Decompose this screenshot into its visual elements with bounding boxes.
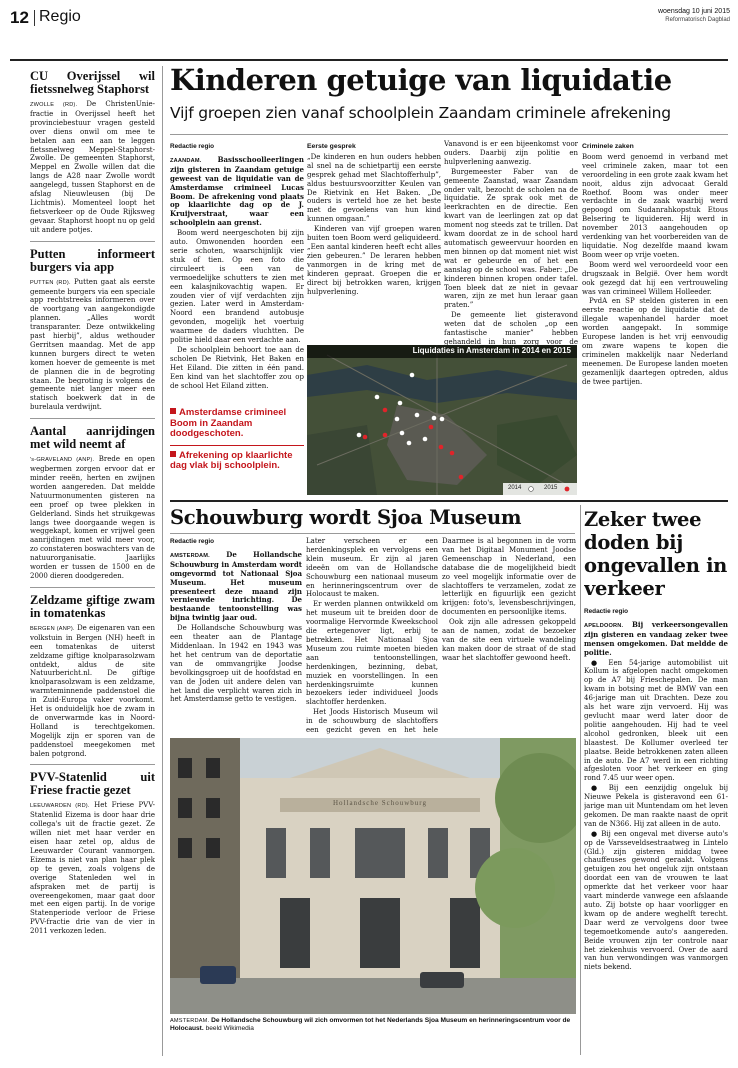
- map-dot-2015: [459, 475, 464, 480]
- brief-cu: [30, 70, 155, 235]
- lead-para: „De kinderen en hun ouders hebben al snel na de schietpartij een eerste gesprek gehad met Slachtofferhulp”, aldus bestuursvoorzitter Keulen van De Rietvink en Het Baken. „De ouders is verteld hoe ze het beste met de gevoelens van hun kind kunnen omgaan.”: [307, 152, 441, 224]
- museum-para: De Hollandsche Schouwburg was een theater aan de Plantage Middenlaan. In 1942 en 1943 was het het centrum van de deportatie van de ommvangrijke Joodse bevolkingsgroep uit de hoofdstad en van de Joden uit andere delen van het land die verplicht waren zich in het Amsterdamse getto te vestigen.: [170, 624, 302, 704]
- map-dot-2015: [383, 433, 388, 438]
- lead-para: Burgemeester Faber van de gemeente Zaanstad, waar Zaandam onder valt, bezocht de scholen na de liquidatie. Ze sprak ook met de leerkrachten en de directie. Een kwart van de leerlingen zat op dat moment nog steeds zat te trillen. Dat kwam doordat ze in de school hard automatisch geweervuur hoorden en men binnen op dat moment niet wist wat er gebeurde en of het een aanslag op de school was. Faber: „De kinderen binnen kropen onder tafel. Toen bleek dat ze niet in gevaar waren, zijn ze met hun leraar gaan praten.”: [444, 167, 578, 310]
- lead-para: Boom werd wel veroordeeld voor een drugszaak in België. Over hem wordt ook gezegd dat hij een vertrouweling was van crimineel Willem Holleeder.: [582, 260, 728, 296]
- caption-dateline: AMSTERDAM.: [170, 1018, 210, 1024]
- museum-rule: [170, 533, 575, 534]
- dateline: APELDOORN.: [584, 622, 624, 629]
- map-legend-2015: 2015: [544, 485, 558, 491]
- brief-divider: [30, 587, 155, 588]
- map-dot-2014: [407, 441, 412, 446]
- museum-para: Later verscheen er een herdenkingsplek en vervolgens een klein museum. Er zijn al jaren ideeën om van de Hollandsche Schouwburg een nationaal museum en herinneringscentrum over de Holocaust te maken.: [306, 537, 438, 599]
- pull-quote-1: Amsterdamse crimineel Boom in Zaandam doodgeschoten.: [170, 408, 287, 439]
- map-dot-2014: [357, 433, 362, 438]
- square-bullet-icon: [170, 451, 176, 457]
- museum-para: Daarmee is al begonnen in de vorm van het Digitaal Monument Joodse Gemeenschap in Nederland, een database die de mogelijkheid biedt zo veel mogelijk informatie over de slachtoffers te verzamelen, zodat ze letterlijk en figuurlijk een gezicht krijgen: foto's, levensbeschrijvingen, documenten en persoonlijke items.: [442, 537, 576, 617]
- traffic-intro: Bij verkeersongevallen zijn gisteren en vandaag zeker twee mensen omgekomen. Dat meldde de politie.: [584, 619, 728, 657]
- brief-body: De eigenaren van een volkstuin in Bergen (NH) heeft in een tomatenkas de uiterst zeldzame giftige knolparasolzwam ontdekt, aldus de site Natuurbericht.nl. De giftige knolparasolzwam is een zeldzame, warmteminnende paddenstoel die in Zuid-Europa vaker voorkomt. Het is onduidelijk hoe de zwam in de onverwarmde kas in Noord-Holland is terechtgekomen. Mogelijk zijn er sporen van de paddenstoel meegekomen met balen potgrond.: [30, 623, 155, 758]
- sidebar-rule: [162, 66, 163, 1056]
- byline: Redactie regio: [170, 538, 215, 545]
- dateline: AMSTERDAM.: [170, 552, 210, 559]
- facade-lettering: Hollandsche Schouwburg: [333, 799, 427, 807]
- page-header: [10, 6, 730, 36]
- sidebar: [30, 70, 155, 1055]
- museum-col-3: [442, 537, 576, 735]
- traffic-para: Bij een ongeval met diverse auto's op de Varsseveldsestraatweg in Lintelo (Gld.) zijn gisteren middag twee chauffeuses gewond geraakt. Volgens getuigen zou het ongeluk zijn ontstaan doordat een van de vrouwen te laat opmerkte dat het verkeer voor haar vaart minderde vanwege een afslaande auto. Zij botste op haar voorligger en kwam op de andere weghelft terecht. Daar werd ze vervolgens door twee tegemoetkomende auto's aangereden. Beide vrouwen zijn ter controle naar het ziekenhuis vervoerd. Over de aard van hun verwondingen was vanmorgen niets bekend.: [584, 829, 728, 972]
- dateline: 's-GRAVELAND (ANP).: [30, 457, 95, 464]
- lead-para: De gemeente liet gisteravond weten dat de scholen „op een fantastische manier” hebben gehandeld in hun zorg voor de: [444, 311, 578, 345]
- map-dot-2014: [432, 416, 437, 421]
- lead-col-3: [444, 140, 578, 345]
- map-dot-2015: [439, 445, 444, 450]
- dateline: PUTTEN (RD).: [30, 279, 71, 286]
- square-bullet-icon: [170, 408, 176, 414]
- lead-intro: Basisschoolleerlingen zijn gisteren in Zaandam getuige geweest van de liquidatie van de Amsterdamse crimineel Lucas Boom. De afrekening vond plaats op klaarlichte dag op de J. Kruijverstraat, waar een schoolplein aan grenst.: [170, 154, 304, 228]
- bullet-icon: ●: [591, 784, 602, 793]
- brief-title: Zeldzame giftige zwam in tomatenkas: [30, 592, 155, 620]
- bullet-icon: ●: [591, 829, 599, 838]
- traffic-body: [584, 605, 728, 1055]
- brief-body: Putten gaat als eerste gemeente burgers via een speciale app rechtstreeks informeren over de voortgang van aangekondigde plannen. „Alles wordt transparanter. Deze ontwikkeling past hierbij”, aldus wethouder Gerritsen maandag. Met de app kunnen burgers direct te weten komen hoever de gemeente is met de plannen die in de begroting staan. De begroting is volgens de gemeente niet langer meer een statisch boekwerk dat in de burelaula verdwijnt.: [30, 277, 155, 412]
- lead-col-4: [582, 140, 728, 490]
- legend-2015-dot: [565, 487, 570, 492]
- column-rule: [580, 505, 581, 1055]
- bullet-icon: ●: [591, 658, 602, 667]
- paper-name: Reformatorisch Dagblad: [665, 17, 730, 23]
- brief-title: PVV-Statenlid uit Friese fractie gezet: [30, 770, 155, 798]
- dateline: BERGEN (ANP).: [30, 625, 75, 632]
- lead-subtitle: Vijf groepen zien vanaf schoolplein Zaandam criminele afrekening: [170, 104, 671, 122]
- traffic-para: Bij een eenzijdig ongeluk bij Nieuwe Pekela is gisteravond een 61-jarige man uit Muntendam om het leven gekomen. De man raakte naast de oprit van de N366. Hij zat alleen in de auto.: [584, 784, 728, 828]
- header-divider: [34, 10, 35, 26]
- museum-intro: De Hollandsche Schouwburg in Amsterdam wordt omgevormd tot Nationaal Sjoa Museum. Het museum presenteert deze maand zijn vernieuwde inrichting. De bestaande tentoonstelling was bijna twintig jaar oud.: [170, 549, 302, 623]
- map-dot-2014: [395, 417, 400, 422]
- map-dot-2014: [410, 373, 415, 378]
- museum-col-1: [170, 535, 302, 735]
- brief-wild: [30, 425, 155, 581]
- byline: Redactie regio: [584, 608, 629, 615]
- pull-quotes: [170, 408, 304, 496]
- map-dot-2015: [450, 451, 455, 456]
- section-rule: [170, 500, 728, 502]
- map-dot-2014: [400, 431, 405, 436]
- map-dot-2015: [363, 435, 368, 440]
- traffic-para: Een 54-jarige automobilist uit Kollum is afgelopen nacht omgekomen op de A7 bij Frieschepalen. De man kwam in botsing met de BMW van een 46-jarige man uit Drachten. Deze zou als het ware zijn vervoerd. Hij was gevlucht maar werd later door de politie aangehouden. Hij had te veel alcohol gedronken, bleek uit een blaastest. De Kollumer overleed ter plaatse. Beide betrokkenen zaten alleen in de auto. De A7 werd in een richting afgesloten voor het verkeer en ging rond 7.45 uur weer open.: [584, 658, 728, 783]
- brief-pvv: [30, 771, 155, 936]
- brief-putten: [30, 248, 155, 413]
- brief-divider: [30, 418, 155, 419]
- map-svg: [307, 345, 577, 495]
- brief-zwam: [30, 594, 155, 759]
- lead-para: Vanavond is er een bijeenkomst voor ouders. Daarbij zijn politie en hulpverlening aanwezig.: [444, 140, 578, 166]
- map-dot-2015: [429, 425, 434, 430]
- photo-credit: beeld Wikimedia: [205, 1025, 254, 1033]
- map-dot-2014: [423, 437, 428, 442]
- lead-col-1: [170, 140, 304, 406]
- issue-date: woensdag 10 juni 2015: [657, 8, 730, 15]
- lead-para: Kinderen van vijf groepen waren buiten toen Boom werd geliquideerd. „Een aantal kinderen heeft echt alles zien gebeuren.” De leraren hebben vanmorgen in de kring met de kinderen gepraat. Groepen die er direct bij betrokken waren, krijgen hulpverlening.: [307, 225, 441, 296]
- museum-para: Het Joods Historisch Museum wil in de schouwburg de slachtoffers een gezicht geven en het hele: [306, 708, 438, 735]
- brief-title: CU Overijssel wil fietssnelweg Staphorst: [30, 70, 155, 96]
- lead-headline: Kinderen getuige van liquidatie: [170, 63, 672, 97]
- header-rule: [10, 59, 728, 61]
- museum-para: Er werden plannen ontwikkeld om het museum uit te breiden door de voormalige Hervormde Kweekschool die ertegenover ligt, erbij te betrekken. Het Nationaal Sjoa Museum zou ruimte moeten bieden aan tentoonstellingen, herdenkingen, bezinning, debat, muziek en voorstellingen. In een herdenkingsruimte kunnen bezoekers ieder individueel Joods slachtoffer herdenken.: [306, 600, 438, 707]
- brief-divider: [30, 241, 155, 242]
- dateline: ZWOLLE (RD).: [30, 102, 78, 108]
- museum-headline: Schouwburg wordt Sjoa Museum: [170, 506, 522, 529]
- pull-divider: [170, 445, 304, 446]
- map-legend-2014: 2014: [508, 485, 522, 491]
- map-dot-2015: [383, 408, 388, 413]
- traffic-headline: Zeker twee doden bij ongevallen in verkeer: [584, 508, 728, 600]
- lead-para: Boom werd genoemd in verband met veel criminele zaken, maar tot een veroordeling in een grote zaak kwam het nooit, aldus zijn advocaat Gerald Roethof. Boom was onder meer verdachte in de zaak waarbij werd gepoogd om Sudanrahkopstuk Etous Belsering te liquideren. Hij werd in november 2013 aangehouden op verdenking van het voorbereiden van de liquidatie. Nog dezelfde maand kwam Boom weer op vrije voeten.: [582, 152, 728, 259]
- map-dot-2014: [440, 417, 445, 422]
- subheading: Criminele zaken: [582, 143, 634, 150]
- subheading: Eerste gesprek: [307, 143, 356, 150]
- brief-title: Putten informeert burgers via app: [30, 246, 155, 274]
- byline: Redactie regio: [170, 143, 215, 150]
- legend-2014-dot: [529, 487, 534, 492]
- caption-text: De Hollandsche Schouwburg wil zich omvormen tot het Nederlands Sjoa Museum en herinneringscentrum voor de Holocaust.: [170, 1017, 571, 1033]
- brief-body: De ChristenUnie-fractie in Overijssel heeft het provinciebestuur vragen gesteld over diens onwil om mee te betalen aan een aan te leggen fietssnelweg Meppel-Staphorst-Zwolle. De gemeenten Staphorst, Meppel en Zwolle willen dat die langs de A28 naar Zwolle wordt aangelegd, tussen Staphorst en de afslag Nieuwleusen (bij De Lichtmis). Momenteel loopt het fietsverkeer op de Oude Rijksweg gevaar. Staphorst hoopt nu op geld uit andere potjes.: [30, 100, 155, 234]
- page-number: 12: [10, 8, 29, 27]
- pull-quote-2: Afrekening op klaarlichte dag vlak bij schoolplein.: [170, 449, 293, 471]
- schouwburg-illustration: [170, 738, 576, 1014]
- dateline: LEEUWARDEN (RD).: [30, 803, 90, 810]
- lead-para: Boom werd neergeschoten bij zijn auto. Omwonenden hoorden een serie schoten, waarschijnlijk vier stuk of tien. Op een foto die circuleert is een van de vermoedelijke schutters te zien met een kalasjnikovachtig wapen. Er zouden vier of vijf verdachten zijn gezien. Later werd in Amsterdam-Noord een brandend autobusje gevonden, mogelijk het voertuig waarmee de daders vluchtten. De politie hield daar een verdachte aan.: [170, 229, 304, 345]
- map-dot-2014: [375, 395, 380, 400]
- brief-title: Aantal aanrijdingen met wild neemt af: [30, 424, 155, 452]
- map-dot-2014: [398, 401, 403, 406]
- museum-photo: [170, 738, 576, 1014]
- lead-subtitle-rule: [170, 134, 728, 135]
- lead-col-2: [307, 140, 441, 345]
- brief-body: Het Friese PVV-Statenlid Eizema is door haar drie collega's uit de fractie gezet. Ze willen niet met haar verder en eisen haar zetel op, aldus de Leeuwarder Courant vanmorgen. Eizema is niet van plan haar plek op te geven, zoals volgens de overige Statenleden wel in afspraken met de partij is overeengekomen, maar gaat door met een eigen partij. In de vorige Statenperiode verloor de Friese PVV-fractie drie van de vier in 2011 verkozen leden.: [30, 801, 155, 936]
- museum-para: Ook zijn alle adressen gekoppeld aan de namen, zodat de bezoeker van de site een virtuele wandeling kan maken door de straat of de stad waar het slachtoffer gewoond heeft.: [442, 618, 576, 662]
- lead-para: De schoolplein behoort toe aan de scholen De Rietvink, Het Baken en Het Eiland. Die zitten in één pand. Een kind van het slachtoffer zou op de school Het Eiland zitten.: [170, 345, 304, 390]
- section-name: Regio: [39, 8, 81, 25]
- museum-col-2: [306, 537, 438, 735]
- brief-body: Brede en open wegbermen zorgen ervoor dat er minder reeën, herten en zwijnen worden aangereden. Dat meldde Natuurmonumenten gisteren na een proef op twee plekken in Gelderland. Sinds het struikgewas langs twee doorgaande wegen is weggekapt, komen er vrijwel geen aanrijdingen met wild meer voor, zo constateren boswachters van de natuurorganisatie. Jaarlijks worden er tussen de 1500 en de 2000 dieren doodgereden.: [30, 455, 155, 580]
- lead-para: PvdA en SP stelden gisteren in een eerste reactie op de liquidatie dat de illegale wapenhandel harder moet worden aangepakt. In sommige Europese landen is het vrij eenvoudig om zware wapens te kopen die criminelen makkelijk naar Nederland meenemen. De Europese landen moeten gezamenlijk daartegen optreden, aldus de twee partijen.: [582, 297, 728, 386]
- liquidation-map: [307, 345, 577, 495]
- dateline: ZAANDAM.: [170, 157, 202, 164]
- map-title: Liquidaties in Amsterdam in 2014 en 2015: [412, 346, 571, 355]
- brief-divider: [30, 764, 155, 765]
- map-dot-2014: [415, 413, 420, 418]
- photo-caption: [170, 1017, 576, 1034]
